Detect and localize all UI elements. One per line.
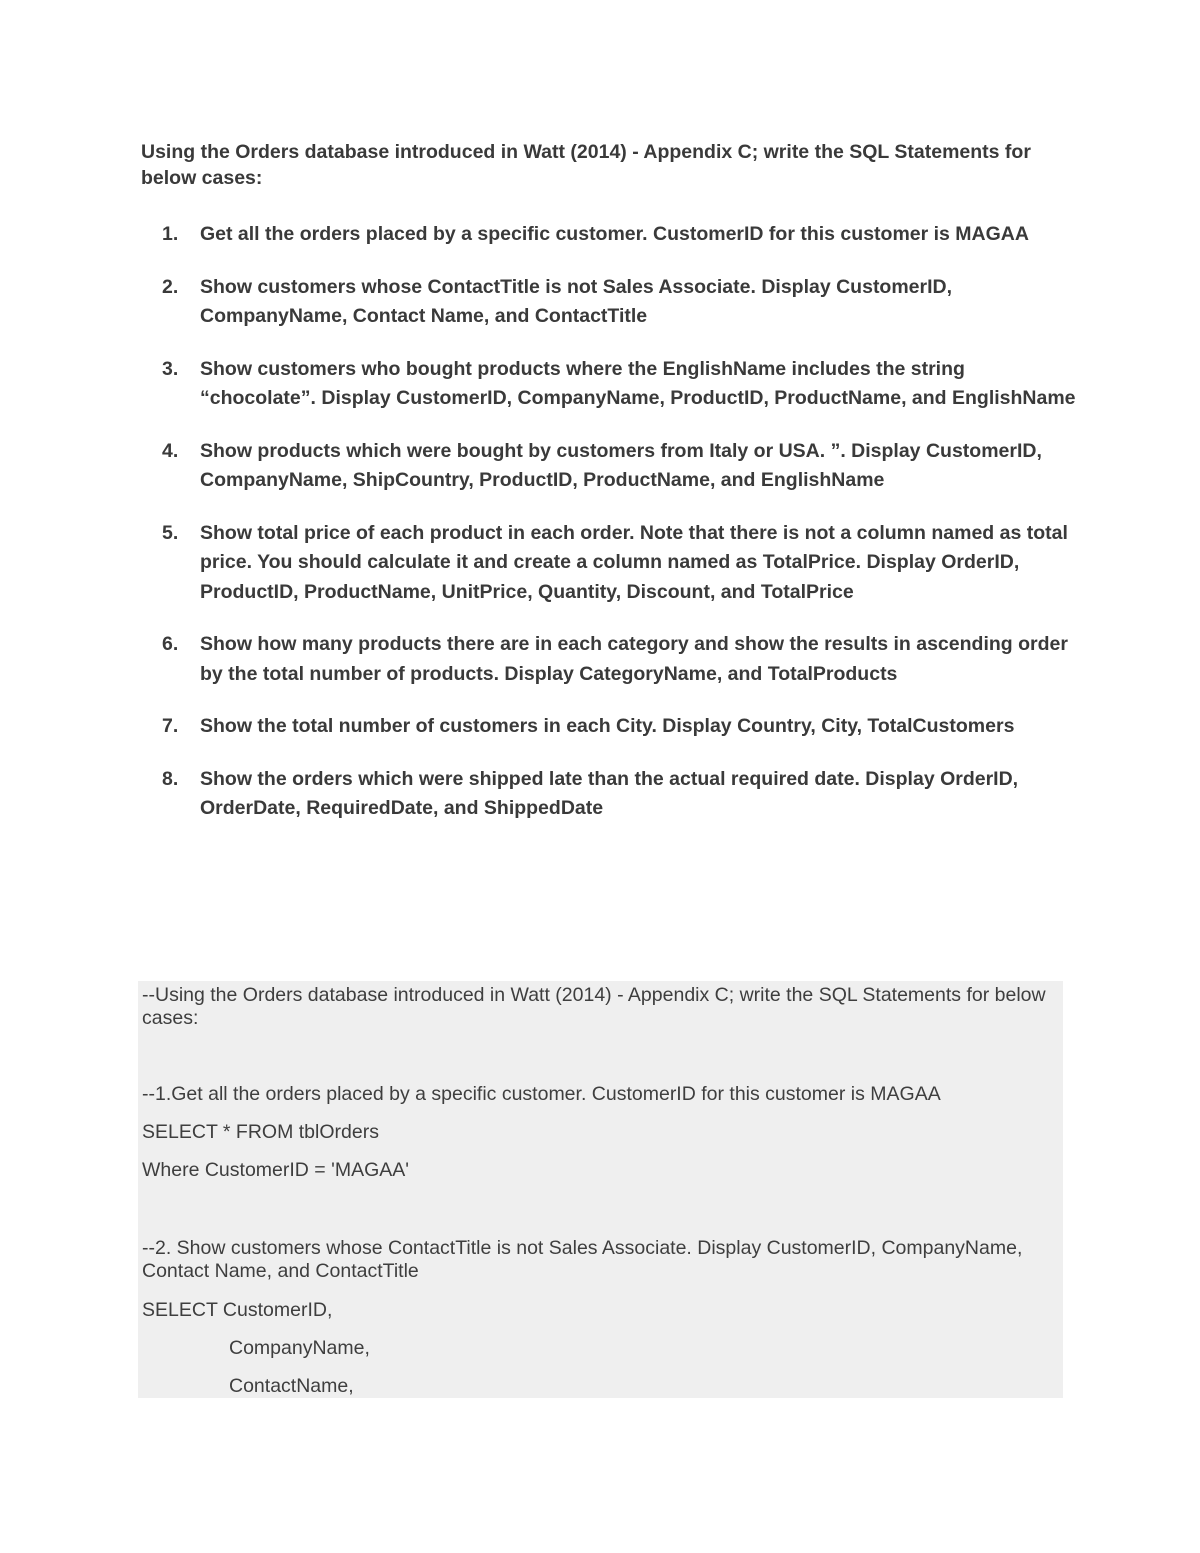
- question-text: Show total price of each product in each order. Note that there is not a column named as total price. You should calculate it and create a column named as TotalPrice. Display OrderID, ProductID, ProductName, UnitPrice, Quantity, Discount, and TotalPrice: [200, 521, 1068, 603]
- question-text: Show the total number of customers in each City. Display Country, City, TotalCustomers: [200, 715, 1015, 737]
- intro-paragraph: Using the Orders database introduced in Watt (2014) - Appendix C; write the SQL Statements for below cases:: [141, 141, 1031, 189]
- question-number: 7.: [162, 715, 179, 737]
- question-number: 5.: [162, 521, 179, 544]
- code-q1-select: SELECT * FROM tblOrders: [142, 1121, 379, 1143]
- code-q2-column: CompanyName,: [229, 1337, 370, 1359]
- question-item: [141, 765, 1081, 824]
- question-item: [141, 519, 1081, 608]
- code-comment-q1: --1.Get all the orders placed by a specific customer. CustomerID for this customer is MAGAA: [142, 1083, 941, 1105]
- question-item: [141, 273, 1081, 332]
- code-comment-intro: --Using the Orders database introduced in Watt (2014) - Appendix C; write the SQL Statements for below cases:: [142, 984, 1046, 1029]
- question-text: Show customers whose ContactTitle is not Sales Associate. Display CustomerID, CompanyName, Contact Name, and ContactTitle: [200, 275, 953, 327]
- code-q2-select: SELECT CustomerID,: [142, 1299, 333, 1321]
- question-item: [141, 220, 1081, 250]
- question-item: [141, 437, 1081, 496]
- code-q1-where: Where CustomerID = 'MAGAA': [142, 1159, 409, 1181]
- question-text: Get all the orders placed by a specific customer. CustomerID for this customer is MAGAA: [200, 223, 1029, 245]
- question-text: Show customers who bought products where the EnglishName includes the string “chocolate”. Display CustomerID, CompanyName, ProductID, ProductName, and EnglishName: [200, 357, 1076, 409]
- question-number: 3.: [162, 357, 179, 380]
- question-item: [141, 712, 1081, 742]
- code-comment-q2: --2. Show customers whose ContactTitle is not Sales Associate. Display CustomerID, CompanyName, Contact Name, and ContactTitle: [142, 1237, 1023, 1282]
- sql-code-block: [138, 981, 1063, 1398]
- question-text: Show products which were bought by customers from Italy or USA. ”. Display CustomerID, CompanyName, ShipCountry, ProductID, ProductName, and EnglishName: [200, 439, 1042, 491]
- question-text: Show how many products there are in each category and show the results in ascending order by the total number of products. Display CategoryName, and TotalProducts: [200, 633, 1068, 685]
- question-number: 8.: [162, 767, 179, 790]
- question-list: [141, 220, 1081, 847]
- question-item: [141, 630, 1081, 689]
- question-text: Show the orders which were shipped late than the actual required date. Display OrderID, OrderDate, RequiredDate, and ShippedDate: [200, 767, 1019, 819]
- question-number: 6.: [162, 633, 179, 655]
- question-number: 2.: [162, 275, 179, 298]
- code-q2-column: ContactName,: [229, 1375, 354, 1397]
- question-number: 4.: [162, 439, 179, 462]
- question-item: [141, 355, 1081, 414]
- question-number: 1.: [162, 223, 179, 245]
